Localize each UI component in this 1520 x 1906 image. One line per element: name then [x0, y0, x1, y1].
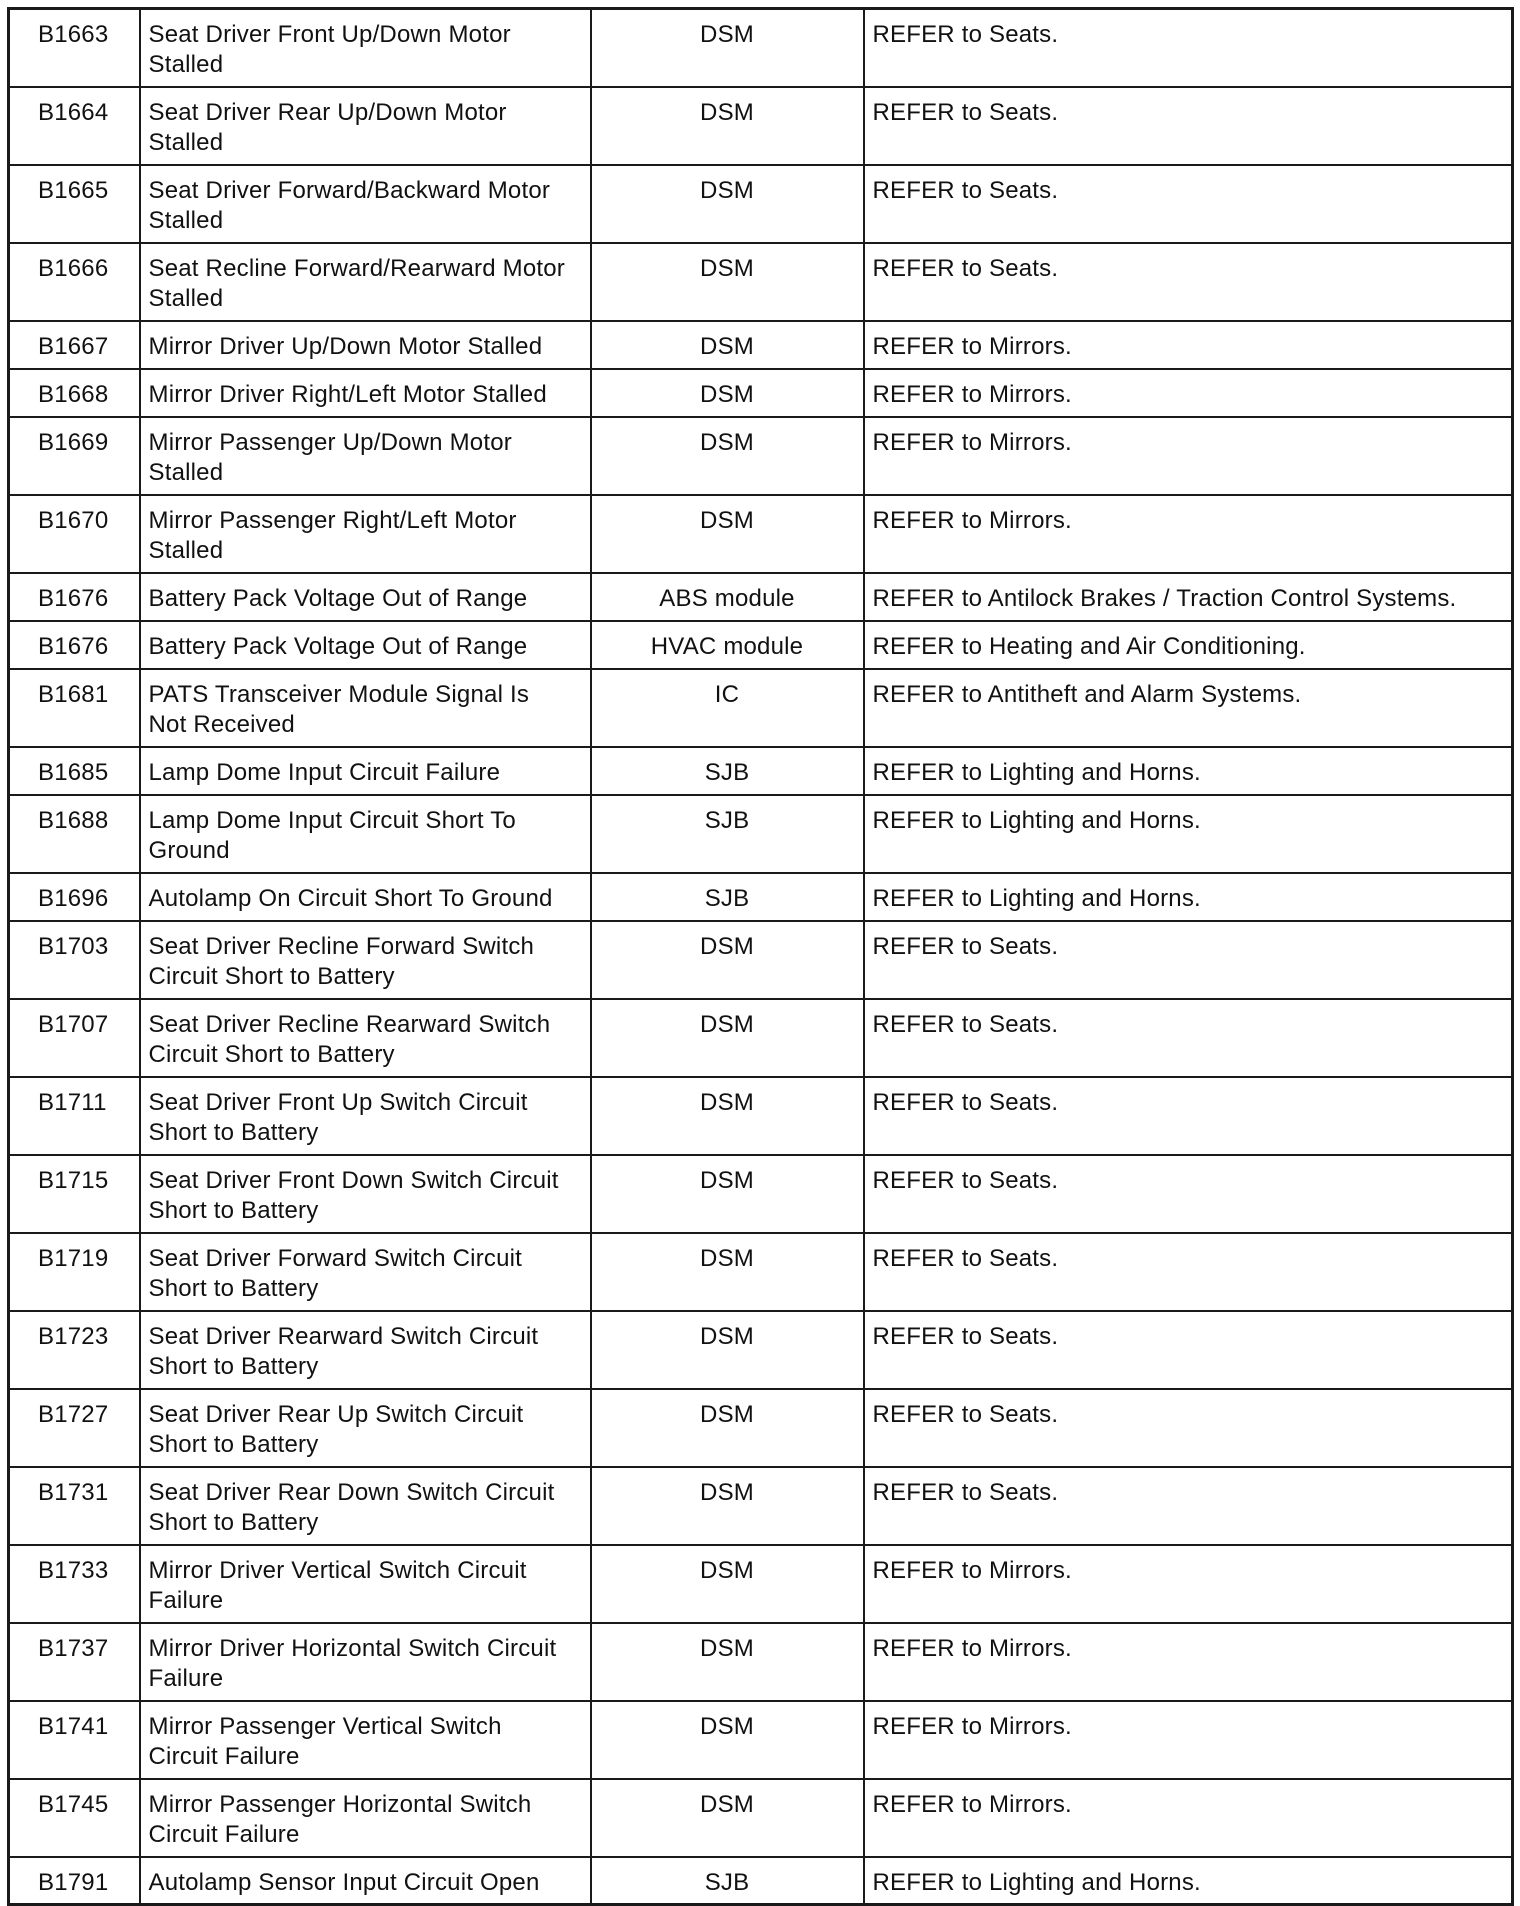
table-row: [9, 573, 1513, 621]
table-row: [9, 417, 1513, 495]
dtc-description-line: Seat Driver Forward/Backward Motor: [148, 176, 551, 204]
dtc-description-cell: [140, 165, 591, 243]
dtc-action-cell: REFER to Seats.: [864, 87, 1513, 165]
dtc-description-cell: [140, 621, 591, 669]
dtc-module-cell: HVAC module: [591, 621, 864, 669]
dtc-code-cell: B1703: [9, 921, 140, 999]
table-row: [9, 1467, 1513, 1545]
dtc-action-cell: REFER to Seats.: [864, 1311, 1513, 1389]
dtc-description-cell: [140, 747, 591, 795]
table-row: [9, 87, 1513, 165]
dtc-description-cell: [140, 669, 591, 747]
dtc-module-cell: DSM: [591, 495, 864, 573]
dtc-action-cell: REFER to Lighting and Horns.: [864, 747, 1513, 795]
dtc-action-cell: REFER to Seats.: [864, 921, 1513, 999]
dtc-action-cell: REFER to Seats.: [864, 1077, 1513, 1155]
dtc-description-cell: [140, 87, 591, 165]
table-row: [9, 1857, 1513, 1905]
dtc-code-cell: B1707: [9, 999, 140, 1077]
dtc-description-line: Mirror Driver Right/Left Motor Stalled: [148, 380, 547, 408]
dtc-action-cell: REFER to Seats.: [864, 9, 1513, 87]
dtc-action-cell: REFER to Mirrors.: [864, 1545, 1513, 1623]
dtc-module-cell: DSM: [591, 417, 864, 495]
dtc-action-cell: REFER to Mirrors.: [864, 495, 1513, 573]
dtc-description-line: Failure: [148, 1664, 224, 1692]
dtc-action-cell: REFER to Heating and Air Conditioning.: [864, 621, 1513, 669]
table-row: [9, 999, 1513, 1077]
dtc-description-line: Short to Battery: [148, 1430, 319, 1458]
dtc-description-line: Not Received: [148, 710, 295, 738]
dtc-code-cell: B1791: [9, 1857, 140, 1905]
dtc-module-cell: SJB: [591, 747, 864, 795]
table-row: [9, 9, 1513, 87]
dtc-code-cell: B1685: [9, 747, 140, 795]
dtc-module-cell: DSM: [591, 165, 864, 243]
dtc-description-line: Mirror Driver Vertical Switch Circuit: [148, 1556, 527, 1584]
dtc-module-cell: DSM: [591, 921, 864, 999]
dtc-description-line: Mirror Passenger Right/Left Motor: [148, 506, 517, 534]
dtc-description-line: PATS Transceiver Module Signal Is: [148, 680, 530, 708]
dtc-description-cell: [140, 1545, 591, 1623]
dtc-module-cell: DSM: [591, 369, 864, 417]
dtc-action-cell: REFER to Seats.: [864, 1389, 1513, 1467]
table-row: [9, 495, 1513, 573]
dtc-code-cell: B1745: [9, 1779, 140, 1857]
dtc-description-cell: [140, 417, 591, 495]
dtc-description-cell: [140, 1311, 591, 1389]
table-row: [9, 921, 1513, 999]
dtc-description-line: Seat Driver Rear Up/Down Motor: [148, 98, 507, 126]
dtc-description-line: Short to Battery: [148, 1352, 319, 1380]
dtc-code-cell: B1696: [9, 873, 140, 921]
dtc-description-line: Stalled: [148, 458, 224, 486]
dtc-table-body: [9, 9, 1513, 1905]
dtc-description-cell: [140, 1155, 591, 1233]
dtc-description-cell: [140, 1779, 591, 1857]
dtc-description-line: Seat Recline Forward/Rearward Motor: [148, 254, 565, 282]
dtc-description-line: Short to Battery: [148, 1196, 319, 1224]
table-row: [9, 1389, 1513, 1467]
dtc-description-line: Stalled: [148, 128, 224, 156]
dtc-description-line: Short to Battery: [148, 1274, 319, 1302]
dtc-module-cell: DSM: [591, 1545, 864, 1623]
dtc-description-cell: [140, 999, 591, 1077]
dtc-table: [7, 7, 1514, 1906]
dtc-description-line: Battery Pack Voltage Out of Range: [148, 584, 528, 612]
table-row: [9, 369, 1513, 417]
dtc-description-line: Lamp Dome Input Circuit Short To: [148, 806, 516, 834]
dtc-description-cell: [140, 921, 591, 999]
table-row: [9, 1077, 1513, 1155]
dtc-code-cell: B1723: [9, 1311, 140, 1389]
dtc-module-cell: DSM: [591, 1311, 864, 1389]
dtc-description-line: Seat Driver Front Down Switch Circuit: [148, 1166, 559, 1194]
dtc-action-cell: REFER to Seats.: [864, 1155, 1513, 1233]
dtc-module-cell: DSM: [591, 321, 864, 369]
dtc-code-cell: B1727: [9, 1389, 140, 1467]
dtc-code-cell: B1688: [9, 795, 140, 873]
dtc-code-cell: B1667: [9, 321, 140, 369]
dtc-code-cell: B1681: [9, 669, 140, 747]
dtc-description-line: Short to Battery: [148, 1118, 319, 1146]
dtc-code-cell: B1666: [9, 243, 140, 321]
dtc-module-cell: DSM: [591, 1623, 864, 1701]
dtc-module-cell: DSM: [591, 1077, 864, 1155]
dtc-code-cell: B1715: [9, 1155, 140, 1233]
dtc-module-cell: DSM: [591, 243, 864, 321]
table-row: [9, 1779, 1513, 1857]
dtc-action-cell: REFER to Lighting and Horns.: [864, 795, 1513, 873]
dtc-code-cell: B1665: [9, 165, 140, 243]
dtc-description-line: Mirror Driver Horizontal Switch Circuit: [148, 1634, 557, 1662]
dtc-code-cell: B1670: [9, 495, 140, 573]
table-row: [9, 621, 1513, 669]
dtc-module-cell: DSM: [591, 1389, 864, 1467]
dtc-description-cell: [140, 873, 591, 921]
dtc-description-line: Circuit Failure: [148, 1742, 300, 1770]
dtc-description-line: Stalled: [148, 206, 224, 234]
dtc-module-cell: DSM: [591, 1779, 864, 1857]
dtc-description-line: Seat Driver Rear Down Switch Circuit: [148, 1478, 555, 1506]
dtc-description-cell: [140, 1623, 591, 1701]
table-row: [9, 1233, 1513, 1311]
dtc-description-line: Short to Battery: [148, 1508, 319, 1536]
dtc-module-cell: DSM: [591, 1701, 864, 1779]
dtc-code-cell: B1676: [9, 621, 140, 669]
dtc-module-cell: SJB: [591, 795, 864, 873]
table-row: [9, 243, 1513, 321]
table-row: [9, 1701, 1513, 1779]
dtc-description-cell: [140, 1077, 591, 1155]
dtc-module-cell: DSM: [591, 9, 864, 87]
dtc-description-line: Seat Driver Forward Switch Circuit: [148, 1244, 523, 1272]
dtc-action-cell: REFER to Mirrors.: [864, 1779, 1513, 1857]
dtc-description-cell: [140, 1233, 591, 1311]
table-row: [9, 795, 1513, 873]
dtc-action-cell: REFER to Seats.: [864, 1233, 1513, 1311]
table-row: [9, 669, 1513, 747]
dtc-code-cell: B1664: [9, 87, 140, 165]
dtc-action-cell: REFER to Antilock Brakes / Traction Control Systems.: [864, 573, 1513, 621]
dtc-code-cell: B1669: [9, 417, 140, 495]
table-row: [9, 1311, 1513, 1389]
dtc-description-cell: [140, 1701, 591, 1779]
dtc-description-line: Stalled: [148, 51, 224, 78]
dtc-description-line: Mirror Driver Up/Down Motor Stalled: [148, 332, 543, 360]
dtc-action-cell: REFER to Seats.: [864, 243, 1513, 321]
dtc-description-cell: [140, 369, 591, 417]
dtc-code-cell: B1741: [9, 1701, 140, 1779]
dtc-description-line: Lamp Dome Input Circuit Failure: [148, 758, 501, 786]
dtc-action-cell: REFER to Seats.: [864, 165, 1513, 243]
dtc-description-cell: [140, 321, 591, 369]
table-row: [9, 747, 1513, 795]
dtc-module-cell: IC: [591, 669, 864, 747]
table-row: [9, 321, 1513, 369]
table-row: [9, 1623, 1513, 1701]
dtc-description-line: Mirror Passenger Horizontal Switch: [148, 1790, 532, 1818]
dtc-description-line: Seat Driver Rear Up Switch Circuit: [148, 1400, 524, 1428]
dtc-module-cell: SJB: [591, 1857, 864, 1905]
dtc-code-cell: B1668: [9, 369, 140, 417]
dtc-module-cell: ABS module: [591, 573, 864, 621]
dtc-module-cell: DSM: [591, 1233, 864, 1311]
dtc-module-cell: DSM: [591, 1467, 864, 1545]
dtc-module-cell: DSM: [591, 999, 864, 1077]
dtc-action-cell: REFER to Lighting and Horns.: [864, 1857, 1513, 1905]
dtc-description-cell: [140, 1857, 591, 1905]
dtc-description-cell: [140, 495, 591, 573]
dtc-module-cell: SJB: [591, 873, 864, 921]
dtc-description-line: Circuit Failure: [148, 1820, 300, 1848]
dtc-action-cell: REFER to Lighting and Horns.: [864, 873, 1513, 921]
dtc-description-line: Stalled: [148, 536, 224, 564]
dtc-action-cell: REFER to Mirrors.: [864, 369, 1513, 417]
dtc-description-line: Circuit Short to Battery: [148, 1040, 395, 1068]
dtc-description-line: Autolamp Sensor Input Circuit Open: [148, 1868, 540, 1896]
dtc-action-cell: REFER to Mirrors.: [864, 1701, 1513, 1779]
table-row: [9, 165, 1513, 243]
dtc-description-line: Seat Driver Rearward Switch Circuit: [148, 1322, 539, 1350]
dtc-description-line: Seat Driver Recline Forward Switch: [148, 932, 535, 960]
dtc-description-line: Circuit Short to Battery: [148, 962, 395, 990]
dtc-description-line: Mirror Passenger Vertical Switch: [148, 1712, 502, 1740]
dtc-code-cell: B1676: [9, 573, 140, 621]
dtc-description-line: Failure: [148, 1586, 224, 1614]
table-row: [9, 873, 1513, 921]
dtc-code-cell: B1731: [9, 1467, 140, 1545]
dtc-description-line: Seat Driver Front Up Switch Circuit: [148, 1088, 528, 1116]
dtc-module-cell: DSM: [591, 87, 864, 165]
dtc-description-cell: [140, 795, 591, 873]
dtc-action-cell: REFER to Mirrors.: [864, 321, 1513, 369]
dtc-code-cell: B1711: [9, 1077, 140, 1155]
dtc-module-cell: DSM: [591, 1155, 864, 1233]
dtc-description-line: Seat Driver Front Up/Down Motor: [148, 21, 511, 48]
table-row: [9, 1155, 1513, 1233]
dtc-description-cell: [140, 1467, 591, 1545]
dtc-action-cell: REFER to Antitheft and Alarm Systems.: [864, 669, 1513, 747]
dtc-description-line: Stalled: [148, 284, 224, 312]
dtc-description-cell: [140, 243, 591, 321]
table-row: [9, 1545, 1513, 1623]
dtc-description-cell: [140, 573, 591, 621]
dtc-action-cell: REFER to Seats.: [864, 999, 1513, 1077]
dtc-action-cell: REFER to Seats.: [864, 1467, 1513, 1545]
dtc-description-line: Battery Pack Voltage Out of Range: [148, 632, 528, 660]
dtc-description-line: Seat Driver Recline Rearward Switch: [148, 1010, 551, 1038]
dtc-description-line: Autolamp On Circuit Short To Ground: [148, 884, 553, 912]
dtc-code-cell: B1719: [9, 1233, 140, 1311]
dtc-description-cell: [140, 9, 591, 87]
dtc-description-line: Ground: [148, 836, 230, 864]
dtc-code-cell: B1737: [9, 1623, 140, 1701]
dtc-action-cell: REFER to Mirrors.: [864, 417, 1513, 495]
dtc-action-cell: REFER to Mirrors.: [864, 1623, 1513, 1701]
dtc-description-line: Mirror Passenger Up/Down Motor: [148, 428, 512, 456]
dtc-description-cell: [140, 1389, 591, 1467]
dtc-code-cell: B1733: [9, 1545, 140, 1623]
dtc-code-cell: B1663: [9, 9, 140, 87]
